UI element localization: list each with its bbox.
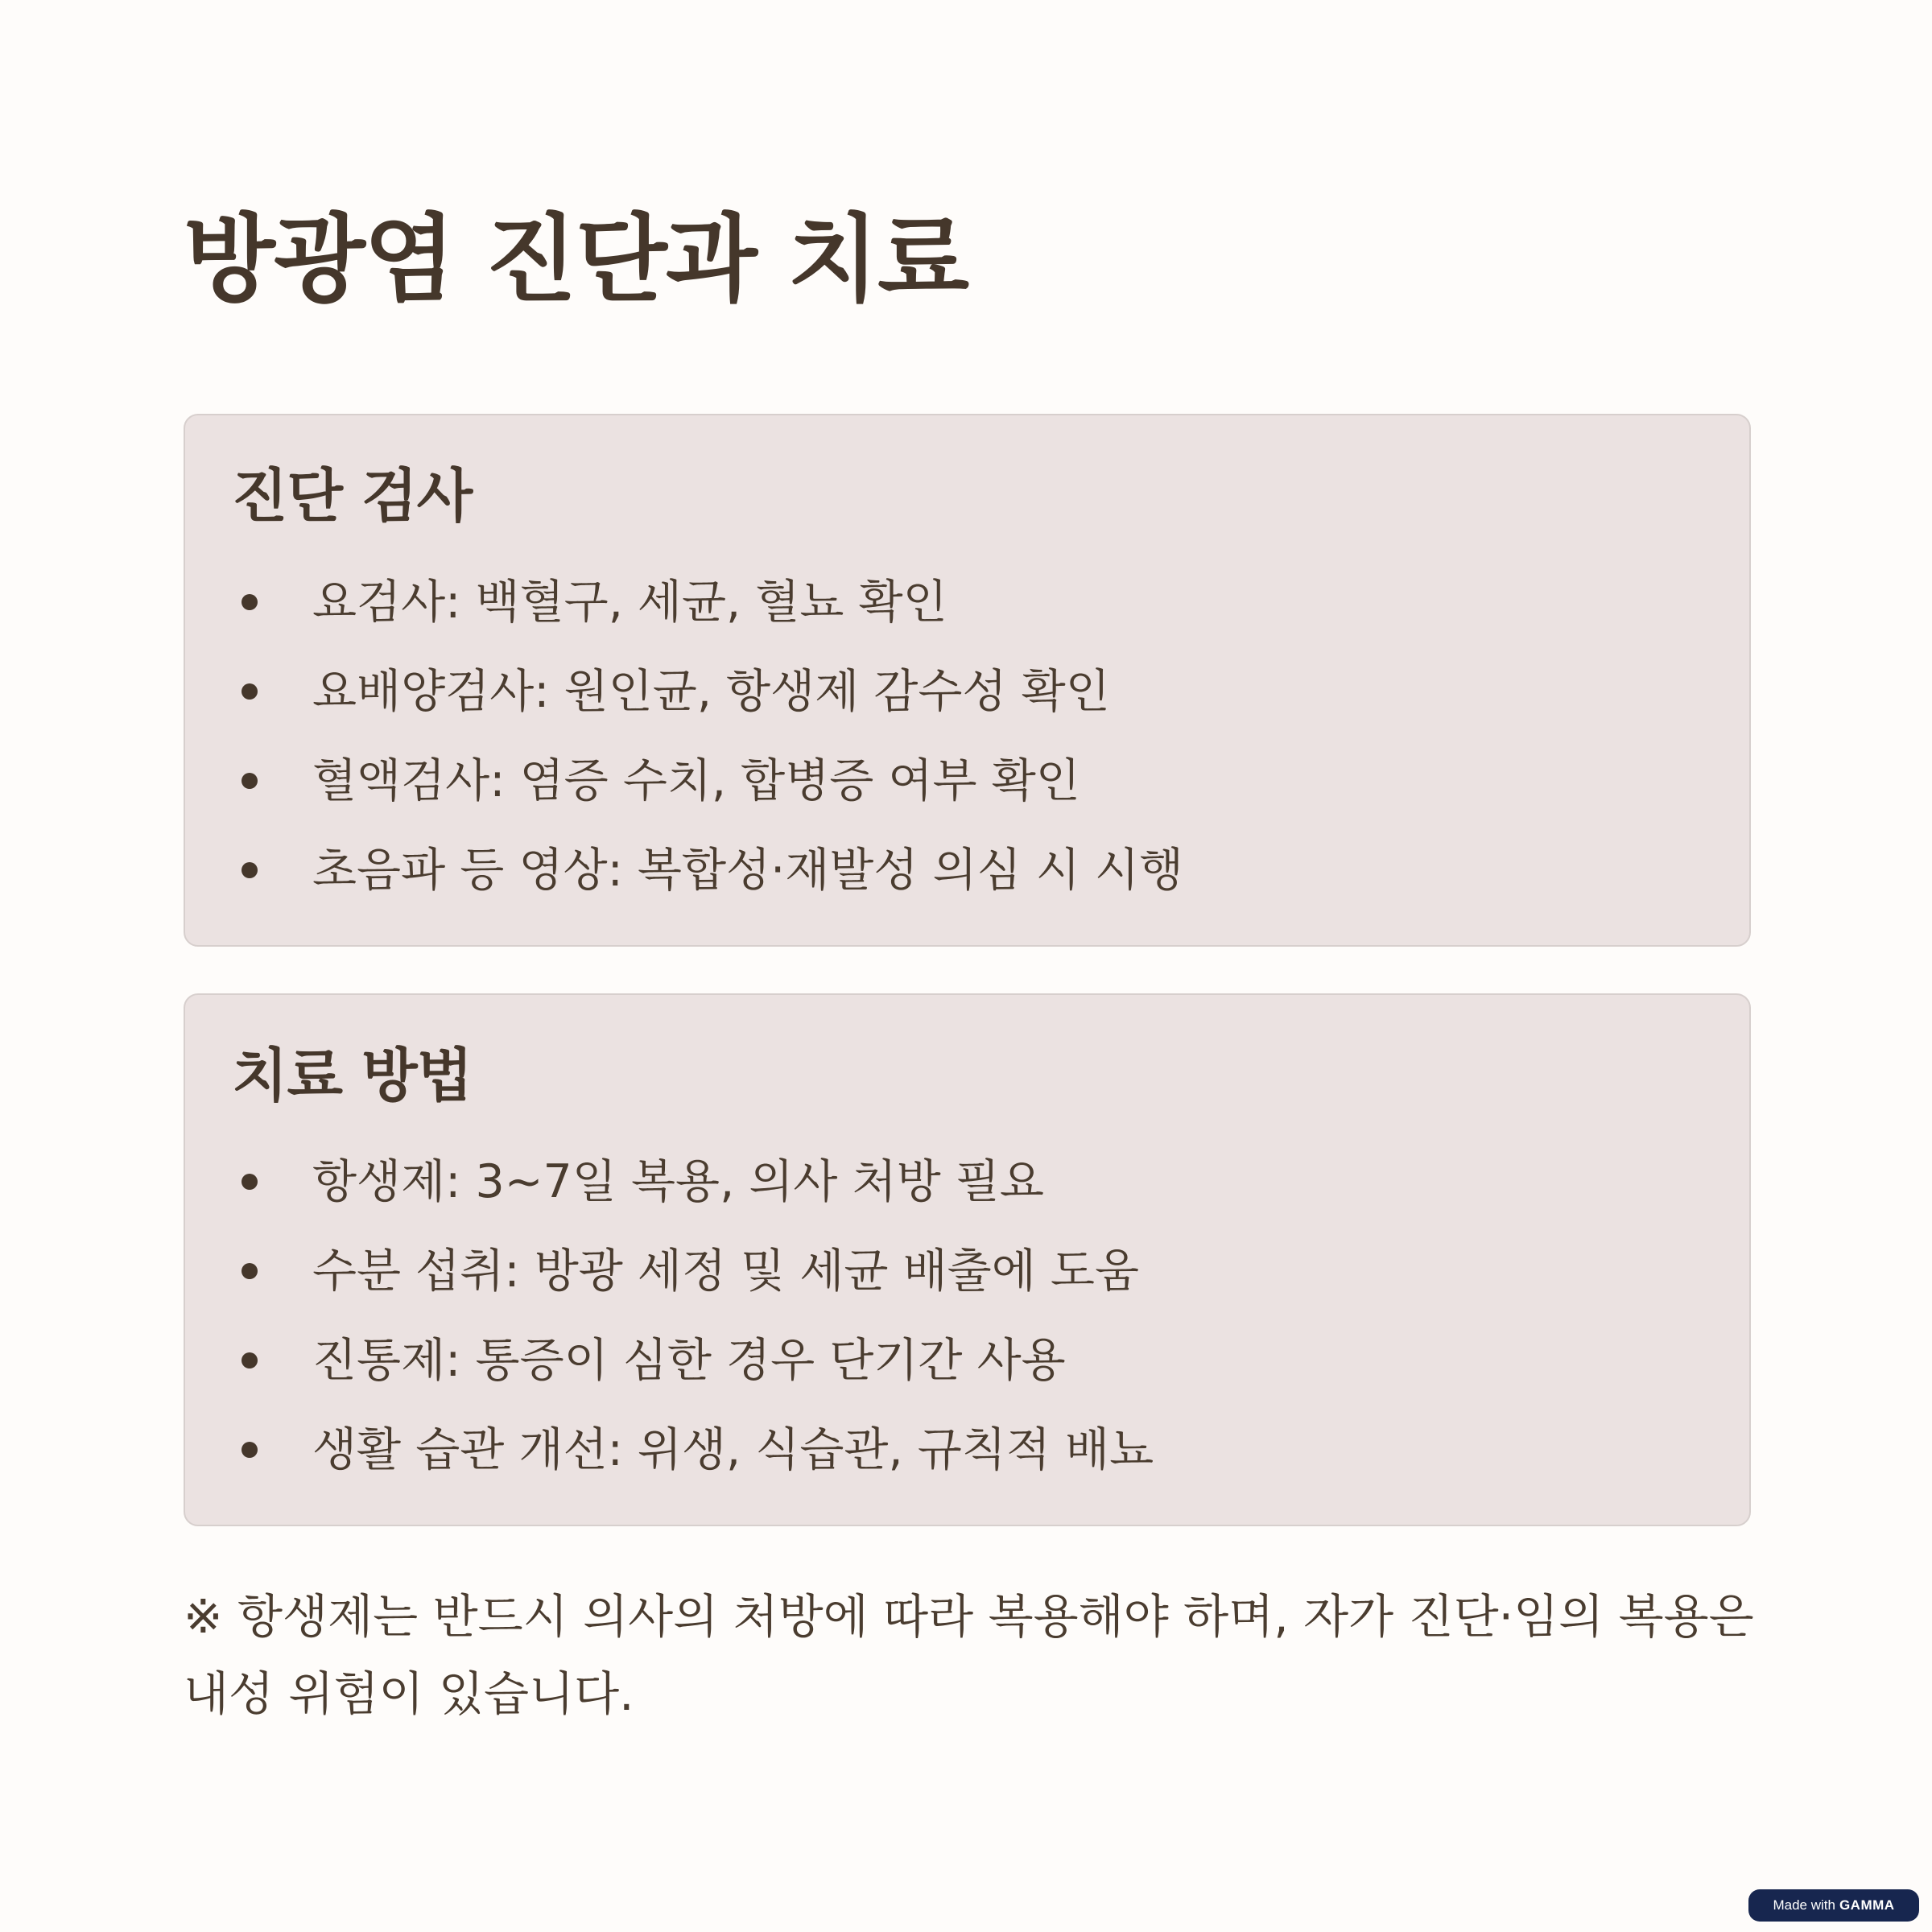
page-title: 방광염 진단과 치료 (184, 204, 968, 315)
bullet-icon (242, 1263, 258, 1279)
bullet-icon (242, 1442, 258, 1458)
list-item-text: 요배양검사: 원인균, 항생제 감수성 확인 (312, 664, 1110, 718)
list-item-text: 항생제: 3~7일 복용, 의사 처방 필요 (312, 1154, 1044, 1208)
footnote: ※ 항생제는 반드시 의사의 처방에 따라 복용해야 하며, 자가 진단·임의 복용은 내성 위험이 있습니다. (184, 1589, 1754, 1721)
list-item-text: 초음파 등 영상: 복합성·재발성 의심 시 시행 (312, 843, 1184, 897)
list-item-text: 진통제: 통증이 심한 경우 단기간 사용 (312, 1333, 1066, 1387)
list-item-text: 혈액검사: 염증 수치, 합병증 여부 확인 (312, 753, 1080, 807)
treatment-heading: 치료 방법 (232, 1042, 473, 1109)
bullet-icon (242, 683, 258, 700)
bullet-icon (242, 1352, 258, 1368)
list-item-text: 수분 섭취: 방광 세정 및 세균 배출에 도움 (312, 1244, 1140, 1298)
treatment-card (184, 993, 1751, 1526)
badge-prefix: Made with (1773, 1897, 1835, 1913)
bullet-icon (242, 594, 258, 610)
list-item-text: 요검사: 백혈구, 세균, 혈뇨 확인 (312, 575, 947, 629)
list-item-text: 생활 습관 개선: 위생, 식습관, 규칙적 배뇨 (312, 1422, 1154, 1476)
bullet-icon (242, 862, 258, 878)
diagnosis-card (184, 414, 1751, 947)
gamma-logo: GAMMA (1839, 1897, 1895, 1913)
made-with-gamma-badge[interactable] (1748, 1889, 1919, 1922)
bullet-icon (242, 773, 258, 789)
bullet-icon (242, 1174, 258, 1190)
diagnosis-heading: 진단 검사 (232, 462, 473, 530)
